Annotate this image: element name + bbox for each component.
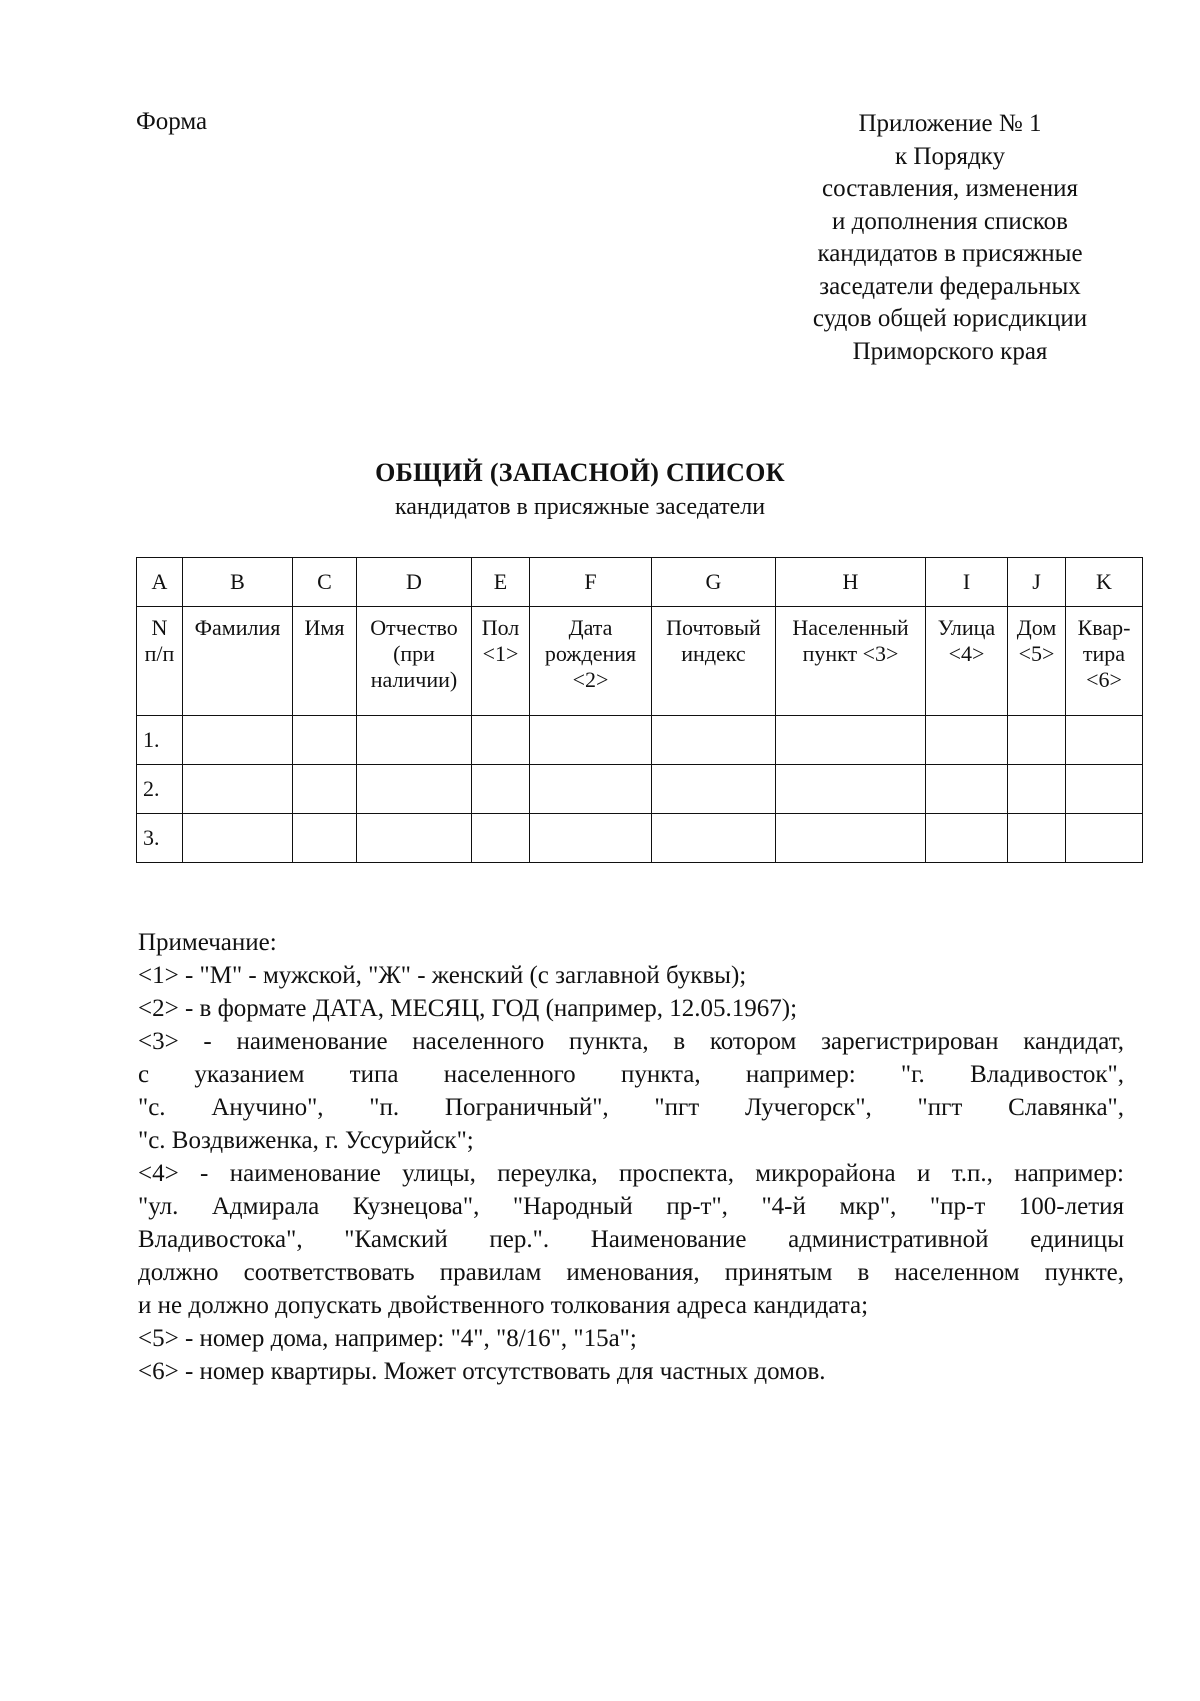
header-locality [776,607,926,716]
table-cell [1008,765,1066,814]
note-line: с указанием типа населенного пункта, например: "г. Владивосток", [138,1061,1124,1088]
document-subtitle: кандидатов в присяжные заседатели [394,494,766,520]
table-cell [472,765,530,814]
note-line: <1> - "М" - мужской, "Ж" - женский (с заглавной буквы); [138,962,747,989]
table-cell [652,765,776,814]
table-cell [293,716,357,765]
document-title: ОБЩИЙ (ЗАПАСНОЙ) СПИСОК [375,458,785,487]
column-letter: D [357,558,472,607]
row-number: 2. [137,765,183,814]
note-line: "ул. Адмирала Кузнецова", "Народный пр-т", "4-й мкр", "пр-т 100-летия [138,1193,1124,1220]
header-line: Фамилия [194,615,281,640]
column-letter: I [926,558,1008,607]
column-letter: K [1066,558,1143,607]
table-row [137,765,1143,814]
table-cell [183,716,293,765]
header-line: пункт <3> [802,641,899,666]
header-line: Почтовый [666,615,761,640]
header-patronymic [357,607,472,716]
row-number: 3. [137,814,183,863]
header-street [926,607,1008,716]
header-number [137,607,183,716]
table-cell [776,765,926,814]
form-label: Форма [136,108,208,135]
table-cell [183,814,293,863]
column-letter: B [183,558,293,607]
header-line: Имя [304,615,345,640]
row-number: 1. [137,716,183,765]
table-cell [926,765,1008,814]
table-cell [776,814,926,863]
table-cell [926,814,1008,863]
appendix-line: составления, изменения [822,175,1078,202]
table-cell [926,716,1008,765]
table-cell [357,765,472,814]
column-letter: G [652,558,776,607]
note-line: должно соответствовать правилам именования, принятым в населенном пункте, [138,1259,1124,1286]
table-cell [1066,716,1143,765]
table-cell [1066,814,1143,863]
header-line: Улица [937,615,996,640]
header-line: тира [1082,641,1126,666]
header-line: Отчество [370,615,458,640]
note-line: Владивостока", "Камский пер.". Наименование административной единицы [138,1226,1124,1253]
header-surname [183,607,293,716]
table-cell [1008,814,1066,863]
note-line: <4> - наименование улицы, переулка, проспекта, микрорайона и т.п., например: [138,1160,1124,1187]
column-letter: J [1008,558,1066,607]
column-letter: E [472,558,530,607]
header-line: <5> [1018,641,1055,666]
table-row [137,716,1143,765]
table-cell [530,765,652,814]
header-line: рождения [544,641,637,666]
header-name [293,607,357,716]
table-cell [472,814,530,863]
table-cell [776,716,926,765]
header-sex [472,607,530,716]
table-row [137,814,1143,863]
appendix-line: Приморского края [852,337,1048,365]
table-cell [357,716,472,765]
header-line: N [151,615,168,640]
table-cell [293,765,357,814]
note-line: <3> - наименование населенного пункта, в котором зарегистрирован кандидат, [138,1028,1124,1055]
note-line: и не должно допускать двойственного толкования адреса кандидата; [138,1292,869,1319]
header-line: <6> [1086,667,1122,692]
column-letters-row [137,558,1143,607]
header-line: <1> [482,641,519,666]
notes-section [138,926,1124,1388]
candidates-table [136,557,1143,863]
header-line: п/п [144,641,175,666]
column-letter: H [776,558,926,607]
header-line: Квар- [1077,615,1131,640]
column-headers-row [137,607,1143,716]
notes-heading: Примечание: [138,929,277,956]
appendix-block [780,108,1120,368]
table-cell [472,716,530,765]
appendix-line: судов общей юрисдикции [812,305,1088,332]
table-cell [1066,765,1143,814]
table-cell [652,814,776,863]
table-cell [357,814,472,863]
table-cell [652,716,776,765]
header-postal-code [652,607,776,716]
header-line: индекс [681,641,746,666]
note-line: <6> - номер квартиры. Может отсутствовать для частных домов. [138,1358,826,1385]
note-line: "с. Воздвиженка, г. Уссурийск"; [138,1127,474,1154]
appendix-line: заседатели федеральных [819,272,1081,300]
header-line: <2> [572,667,609,692]
column-letter: F [530,558,652,607]
header-line: Пол [481,615,520,640]
column-letter: C [293,558,357,607]
table-cell [1008,716,1066,765]
header-house [1008,607,1066,716]
appendix-line: к Порядку [895,142,1005,170]
column-letter: A [137,558,183,607]
header-birthdate [530,607,652,716]
header-line: <4> [948,641,985,666]
header-apartment [1066,607,1143,716]
table-cell [183,765,293,814]
note-line: <2> - в формате ДАТА, МЕСЯЦ, ГОД (например, 12.05.1967); [138,995,798,1022]
header-line: Населенный [792,615,909,640]
appendix-line: и дополнения списков [832,207,1068,235]
header-line: Дата [568,615,613,640]
appendix-line: кандидатов в присяжные [817,240,1083,267]
header-line: наличии) [370,667,458,692]
header-line: (при [393,641,435,666]
note-line: "с. Анучино", "п. Пограничный", "пгт Лучегорск", "пгт Славянка", [138,1094,1124,1121]
table-cell [293,814,357,863]
appendix-line: Приложение № 1 [858,110,1042,137]
header-line: Дом [1016,615,1057,640]
table-cell [530,716,652,765]
note-line: <5> - номер дома, например: "4", "8/16", "15а"; [138,1325,637,1352]
table-cell [530,814,652,863]
